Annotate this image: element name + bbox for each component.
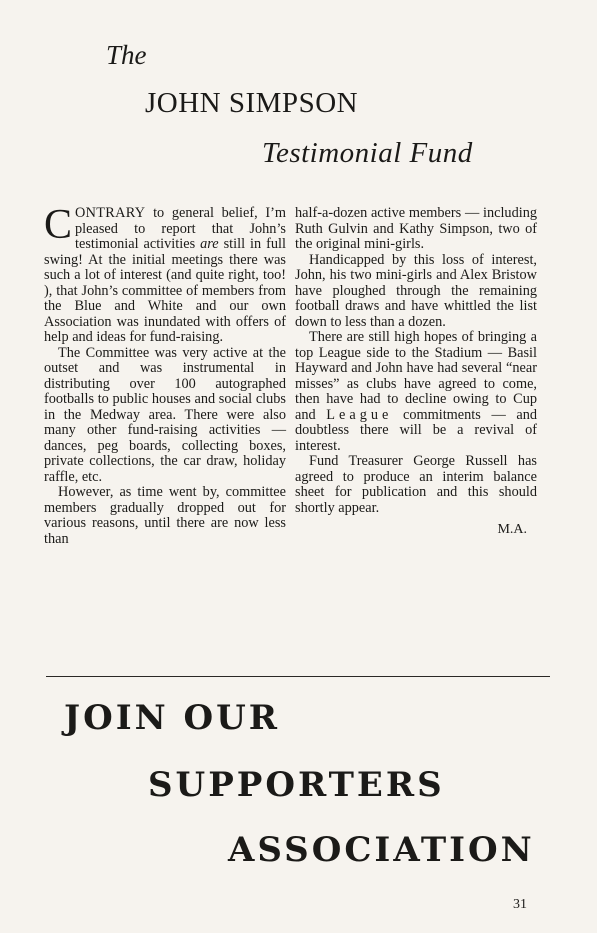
article-paragraph-2: The Committee was very active at the outset and was instrumental in distributing over 100 autographed footballs to public houses and social clubs in the Medway area. There were also many other fund-raising activities — dances, peg boards, collecting boxes, private collections, the car draw, holiday raffle, etc. [44, 344, 286, 485]
emphasis-word: are [200, 236, 219, 252]
paragraph-5-text-a: There are still high hopes of bringing a top League side to the Stadium — Basil Hayward and John have had several “near misses” as clubs have agreed to come, then have had to decline owing to Cup and [295, 329, 537, 423]
heading-name: JOHN SIMPSON [145, 87, 359, 119]
page-number: 31 [513, 897, 527, 912]
advert-line-2: SUPPORTERS [148, 765, 445, 805]
article-paragraph-3-continued: half-a-dozen active members — including Ruth Gulvin and Kathy Simpson, two of the original mini-girls. [295, 205, 537, 252]
spaced-word: League [326, 406, 393, 423]
heading-subtitle: Testimonial Fund [262, 137, 473, 169]
paragraph-5-text-b: commitments — and doubtless there will be a revival of interest. [295, 406, 538, 454]
author-initials: M.A. [497, 522, 527, 537]
advert-line-1: JOIN OUR [64, 698, 281, 738]
article-paragraph-5 [295, 330, 537, 454]
paragraph-1-text-a: to general belief, I’m pleased to report that John’s testimonial activities [75, 205, 286, 252]
paragraph-1-text-b: still in full swing! At the initial meetings there was such a lot of interest (and quite right, too! ), that John’s committee of members from the Blue and White and our own Association was inundated with offers of help and ideas for fund-raising. [44, 236, 286, 345]
article-paragraph-3: However, as time went by, committee members gradually dropped out for various reasons, until there are now less than [44, 484, 286, 547]
lead-word: ONTRARY [75, 205, 146, 221]
article-column-right [295, 206, 537, 538]
article-paragraph-4: Handicapped by this loss of interest, John, his two mini-girls and Alex Bristow have ploughed through the remaining football draws and have whittled the list down to less than a dozen. [295, 251, 537, 330]
article-paragraph-1 [44, 202, 286, 346]
advert-line-3: ASSOCIATION [228, 830, 535, 870]
heading-the: The [106, 40, 147, 70]
drop-cap: C [44, 202, 73, 248]
section-divider [46, 676, 550, 677]
article-paragraph-6: Fund Treasurer George Russell has agreed to produce an interim balance sheet for publication and this should shortly appear. [295, 453, 537, 516]
article-column-left [44, 202, 286, 547]
